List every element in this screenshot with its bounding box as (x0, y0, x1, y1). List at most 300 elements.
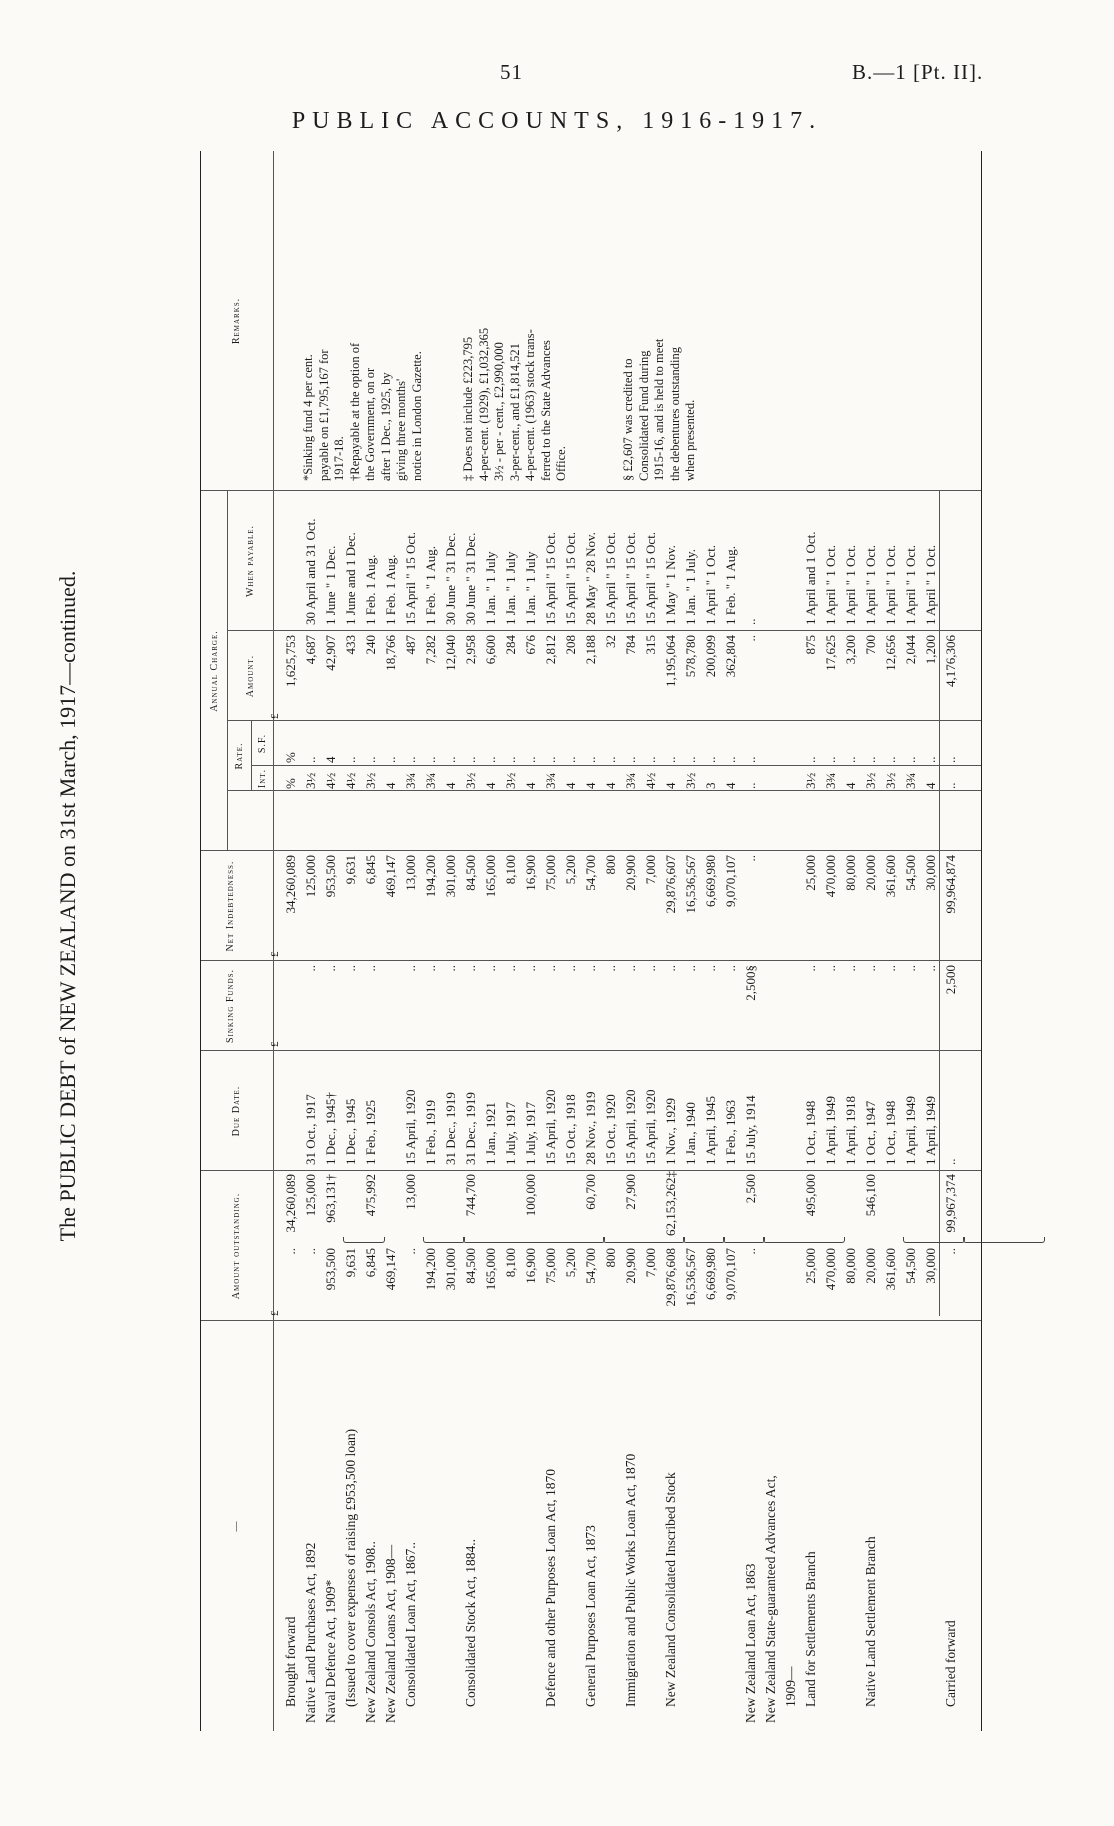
sinking-fund: .. (483, 965, 498, 972)
row-label: New Zealand Consolidated Inscribed Stock (663, 1472, 678, 1707)
net-indebtedness: 16,536,567 (683, 855, 698, 914)
rate-int: 4 (523, 782, 538, 789)
sinking-fund: .. (543, 965, 558, 972)
group-bracket (463, 1237, 605, 1243)
rate-sf: .. (503, 756, 518, 763)
rate-sf: .. (363, 756, 378, 763)
amount-group-total: 2,500 (743, 1174, 758, 1204)
remark-line: when presented. (683, 399, 697, 481)
row-label: Naval Defence Act, 1909* (323, 1579, 338, 1723)
header-rule (273, 151, 274, 1731)
header-due-date: Due Date. (231, 1085, 242, 1137)
due-date: .. (943, 1158, 958, 1165)
col-divider (201, 960, 981, 961)
page-number: 51 (500, 60, 523, 84)
rate-int: 4½ (343, 772, 358, 789)
annual-charge-amount: .. (743, 635, 758, 642)
net-indebtedness: 301,000 (443, 855, 458, 898)
pound-marker: £ (269, 713, 281, 719)
net-indebtedness: 54,700 (583, 855, 598, 891)
amount-line: 54,500 (903, 1248, 918, 1284)
remark-line: after 1 Dec., 1925, by (378, 372, 393, 481)
amount-line: .. (743, 1248, 758, 1255)
amount-group-total: 475,992 (363, 1174, 378, 1217)
row-label: Land for Settlements Branch (803, 1551, 818, 1707)
remark-line: 4-per-cent. (1963) stock trans- (523, 329, 537, 481)
annual-charge-amount: 42,907 (323, 635, 338, 671)
annual-charge-amount: 240 (363, 635, 378, 655)
rate-sf: .. (943, 756, 958, 763)
net-indebtedness: .. (743, 855, 758, 862)
sinking-fund: .. (343, 965, 358, 972)
when-payable: 15 April " 15 Oct. (603, 531, 618, 625)
rate-int: 3 (703, 782, 718, 789)
remark-line: § £2,607 was credited to (621, 358, 635, 481)
amount-group-total: 744,700 (463, 1174, 478, 1217)
when-payable: 28 May " 28 Nov. (583, 532, 598, 625)
sinking-fund: .. (643, 965, 658, 972)
sinking-fund: .. (323, 965, 338, 972)
when-payable: 1 Jan. " 1 July. (683, 549, 698, 625)
rate-int: 3½ (683, 772, 698, 789)
rate-sf: .. (563, 756, 578, 763)
rate-int: .. (943, 782, 958, 789)
due-date: 1 Oct., 1948 (883, 1100, 898, 1165)
when-payable: 1 Feb. " 1 Aug. (723, 546, 738, 625)
due-date: 1 April, 1949 (903, 1096, 918, 1165)
rate-sf: % (283, 752, 298, 763)
amount-line: 29,876,608 (663, 1248, 678, 1307)
sinking-fund: .. (503, 965, 518, 972)
annual-charge-amount: 875 (803, 635, 818, 655)
when-payable: 1 April " 1 Oct. (923, 544, 938, 625)
annual-charge-amount: 433 (343, 635, 358, 655)
annual-charge-amount: 4,176,306 (943, 635, 958, 687)
header-when-payable: When payable. (245, 524, 256, 598)
rate-sf: .. (723, 756, 738, 763)
sinking-fund: 2,500§ (743, 965, 758, 1001)
pound-marker: £ (269, 951, 281, 957)
rate-sf: .. (903, 756, 918, 763)
due-date: 1 July, 1917 (523, 1101, 538, 1165)
annual-charge-amount: 12,040 (443, 635, 458, 671)
rate-sf: .. (383, 756, 398, 763)
annual-charge-amount: 6,600 (483, 635, 498, 665)
net-indebtedness: 20,000 (863, 855, 878, 891)
amount-line: 8,100 (503, 1248, 518, 1278)
when-payable: .. (743, 618, 758, 625)
annual-charge-amount: 700 (863, 635, 878, 655)
annual-charge-amount: 208 (563, 635, 578, 655)
remark-line: 3½ - per - cent., £2,990,000 (492, 342, 506, 481)
net-indebtedness: 16,900 (523, 855, 538, 891)
annual-charge-amount: 1,625,753 (283, 635, 298, 687)
group-bracket (763, 1237, 845, 1243)
header-loan: — (231, 1520, 242, 1532)
rate-int: 4 (663, 782, 678, 789)
net-indebtedness: 54,500 (903, 855, 918, 891)
annual-charge-amount: 18,766 (383, 635, 398, 671)
group-bracket (603, 1237, 685, 1243)
remark-line: *Sinking fund 4 per cent. (301, 354, 315, 481)
row-label: General Purposes Loan Act, 1873 (583, 1525, 598, 1707)
rate-int: 3½ (303, 772, 318, 789)
rate-int: 4 (843, 782, 858, 789)
due-date: 15 April, 1920 (643, 1089, 658, 1165)
rate-int: 3½ (803, 772, 818, 789)
remark-line: Consolidated Fund during (636, 350, 651, 481)
amount-group-total: 27,900 (623, 1174, 638, 1210)
header-sinking-funds: Sinking Funds. (225, 968, 236, 1044)
rate-sf: .. (543, 756, 558, 763)
sinking-fund: .. (823, 965, 838, 972)
net-indebtedness: 29,876,607 (663, 855, 678, 914)
amount-line: 20,000 (863, 1248, 878, 1284)
amount-line: 16,536,567 (683, 1248, 698, 1307)
rate-sf: .. (703, 756, 718, 763)
rate-sf: .. (683, 756, 698, 763)
header-charge-amount: Amount. (245, 654, 256, 698)
amount-line: 7,000 (643, 1248, 658, 1278)
rate-sf: .. (483, 756, 498, 763)
net-indebtedness: 75,000 (543, 855, 558, 891)
rate-int: 3¾ (403, 772, 418, 789)
rate-sf: .. (823, 756, 838, 763)
sinking-fund: .. (863, 965, 878, 972)
rate-int: 4 (383, 782, 398, 789)
rate-int: 4 (443, 782, 458, 789)
due-date: 1 Dec., 1945† (323, 1092, 338, 1165)
net-indebtedness: 20,900 (623, 855, 638, 891)
net-indebtedness: 13,000 (403, 855, 418, 891)
header-rate-int: Int. (257, 768, 268, 789)
amount-group-total: 100,000 (523, 1174, 538, 1217)
net-indebtedness: 7,000 (643, 855, 658, 885)
amount-line: 953,500 (323, 1248, 338, 1291)
document-title: The PUBLIC DEBT of NEW ZEALAND on 31st March, 1917—continued. (55, 570, 80, 1242)
when-payable: 1 Feb. " 1 Aug. (423, 546, 438, 625)
rate-sf: .. (463, 756, 478, 763)
row-label: Immigration and Public Works Loan Act, 1870 (623, 1453, 638, 1707)
amount-line: 9,631 (343, 1248, 358, 1278)
header-rule (251, 721, 252, 791)
due-date: 1 Jan., 1921 (483, 1102, 498, 1165)
remark-line: notice in London Gazette. (409, 351, 424, 481)
col-divider (227, 720, 981, 721)
rate-sf: .. (423, 756, 438, 763)
sinking-fund: .. (663, 965, 678, 972)
annual-charge-amount: 315 (643, 635, 658, 655)
amount-group-total: 62,153,262‡ (663, 1171, 678, 1236)
remark-line: 1917-18. (332, 436, 346, 481)
col-divider (201, 490, 981, 491)
remark-line: giving three months' (394, 378, 408, 481)
header-annual-charge: Annual Charge. (209, 630, 220, 712)
sinking-fund: .. (363, 965, 378, 972)
row-label: Carried forward (943, 1620, 958, 1707)
net-indebtedness: 84,500 (463, 855, 478, 891)
col-divider (251, 765, 981, 766)
remark-inscribed-stock (461, 328, 570, 481)
amount-line: 469,147 (383, 1248, 398, 1291)
pound-marker: £ (269, 1310, 281, 1316)
net-indebtedness: 194,200 (423, 855, 438, 898)
row-label: 1909— (783, 1666, 798, 1707)
debt-table (200, 151, 982, 1731)
remark-line: the debentures outstanding (667, 347, 682, 481)
rate-sf: .. (343, 756, 358, 763)
when-payable: 1 April " 1 Oct. (843, 544, 858, 625)
annual-charge-amount: 362,804 (723, 635, 738, 678)
amount-line: 6,845 (363, 1248, 378, 1278)
rate-sf: .. (303, 756, 318, 763)
sinking-fund: 2,500 (943, 965, 958, 995)
header-rate-sf: S.F. (257, 733, 268, 754)
rate-int: 3¾ (543, 772, 558, 789)
row-label: Native Land Settlement Branch (863, 1536, 878, 1707)
annual-charge-amount: 2,958 (463, 635, 478, 665)
when-payable: 1 April " 1 Oct. (703, 544, 718, 625)
net-indebtedness: 470,000 (823, 855, 838, 898)
rate-sf: .. (583, 756, 598, 763)
annual-charge-amount: 2,044 (903, 635, 918, 665)
rate-int: 3¾ (903, 772, 918, 789)
amount-line: 30,000 (923, 1248, 938, 1284)
remark-loan-1863 (621, 339, 699, 481)
sinking-fund: .. (723, 965, 738, 972)
rate-sf: .. (663, 756, 678, 763)
amount-group-total: 963,131† (323, 1174, 338, 1223)
group-bracket (343, 1237, 385, 1243)
net-indebtedness: 361,600 (883, 855, 898, 898)
header-remarks: Remarks. (231, 297, 242, 345)
amount-line: 301,000 (443, 1248, 458, 1291)
due-date: 1 Feb., 1963 (723, 1100, 738, 1165)
amount-line: 6,669,980 (703, 1248, 718, 1300)
totals-rule (939, 491, 940, 1316)
header-amount-outstanding: Amount outstanding. (231, 1192, 242, 1300)
due-date: 1 April, 1949 (823, 1096, 838, 1165)
rate-int: 4 (483, 782, 498, 789)
amount-group-total: 546,100 (863, 1174, 878, 1217)
annual-charge-amount: 2,812 (543, 635, 558, 665)
rate-int: 3½ (863, 772, 878, 789)
sinking-fund: .. (883, 965, 898, 972)
due-date: 15 Oct., 1920 (603, 1094, 618, 1165)
net-indebtedness: 25,000 (803, 855, 818, 891)
annual-charge-amount: 284 (503, 635, 518, 655)
group-bracket (683, 1237, 725, 1243)
group-bracket (423, 1237, 465, 1243)
annual-charge-amount: 1,200 (923, 635, 938, 665)
due-date: 31 Dec., 1919 (463, 1092, 478, 1165)
rate-int: 4 (583, 782, 598, 789)
amount-line: 800 (603, 1248, 618, 1268)
remark-line: †Repayable at the option of (347, 342, 362, 481)
net-indebtedness: 9,631 (343, 855, 358, 885)
amount-line: 194,200 (423, 1248, 438, 1291)
due-date: 1 Feb., 1925 (363, 1100, 378, 1165)
net-indebtedness: 125,000 (303, 855, 318, 898)
net-indebtedness: 34,260,089 (283, 855, 298, 914)
when-payable: 1 Feb. 1 Aug. (363, 554, 378, 625)
amount-line: 5,200 (563, 1248, 578, 1278)
rate-sf: 4 (323, 756, 338, 763)
rate-int: 4½ (323, 772, 338, 789)
due-date: 1 April, 1949 (923, 1096, 938, 1165)
when-payable: 1 May " 1 Nov. (663, 545, 678, 625)
amount-line: 54,700 (583, 1248, 598, 1284)
col-divider (201, 850, 981, 851)
annual-charge-amount: 578,780 (683, 635, 698, 678)
amount-group-total: 13,000 (403, 1174, 418, 1210)
annual-charge-amount: 4,687 (303, 635, 318, 665)
amount-line: 16,900 (523, 1248, 538, 1284)
rate-int: 3½ (503, 772, 518, 789)
amount-group-total: 99,967,374 (943, 1174, 958, 1233)
sinking-fund: .. (803, 965, 818, 972)
sinking-fund: .. (623, 965, 638, 972)
amount-line: 9,070,107 (723, 1248, 738, 1300)
amount-line: 20,900 (623, 1248, 638, 1284)
rate-sf: .. (523, 756, 538, 763)
remark-naval-defence (301, 343, 425, 481)
amount-group-total: 60,700 (583, 1174, 598, 1210)
group-bracket (903, 1237, 965, 1243)
when-payable: 15 April " 15 Oct. (643, 531, 658, 625)
when-payable: 30 April and 31 Oct. (303, 518, 318, 625)
rate-sf: .. (643, 756, 658, 763)
rate-int: 4 (923, 782, 938, 789)
annual-charge-amount: 200,099 (703, 635, 718, 678)
row-label: Consolidated Stock Act, 1884.. (463, 1539, 478, 1707)
rate-int: 4 (563, 782, 578, 789)
net-indebtedness: 99,964,874 (943, 855, 958, 914)
rate-int: % (283, 778, 298, 789)
rate-int: 3½ (463, 772, 478, 789)
due-date: 15 April, 1920 (623, 1089, 638, 1165)
remark-line: ferred to the State Advances (538, 340, 553, 481)
col-divider (201, 1320, 981, 1321)
net-indebtedness: 9,070,107 (723, 855, 738, 907)
amount-line: 80,000 (843, 1248, 858, 1284)
when-payable: 15 April " 15 Oct. (543, 531, 558, 625)
sinking-fund: .. (563, 965, 578, 972)
due-date: 31 Oct., 1917 (303, 1094, 318, 1165)
amount-line: .. (403, 1248, 418, 1255)
amount-line: 75,000 (543, 1248, 558, 1284)
due-date: 15 Oct., 1918 (563, 1094, 578, 1165)
page-title: PUBLIC ACCOUNTS, 1916-1917. (291, 108, 823, 134)
due-date: 1 Jan., 1940 (683, 1102, 698, 1165)
page-reference: B.—1 [Pt. II]. (852, 60, 984, 84)
amount-group-total: 125,000 (303, 1174, 318, 1217)
net-indebtedness: 8,100 (503, 855, 518, 885)
net-indebtedness: 6,669,980 (703, 855, 718, 907)
row-label: New Zealand State-guaranteed Advances Act, (763, 1475, 778, 1723)
when-payable: 15 April " 15 Oct. (563, 531, 578, 625)
due-date: 1 April, 1918 (843, 1096, 858, 1165)
amount-line: .. (283, 1248, 298, 1255)
header-rate: Rate. (234, 742, 245, 770)
rate-int: 3¾ (423, 772, 438, 789)
amount-line: .. (943, 1248, 958, 1255)
sinking-fund: .. (443, 965, 458, 972)
net-indebtedness: 5,200 (563, 855, 578, 885)
rate-sf: .. (603, 756, 618, 763)
when-payable: 1 April " 1 Oct. (863, 544, 878, 625)
rate-sf: .. (863, 756, 878, 763)
rate-sf: .. (923, 756, 938, 763)
amount-line: 361,600 (883, 1248, 898, 1291)
row-label: New Zealand Loans Act, 1908— (383, 1544, 398, 1723)
when-payable: 30 June " 31 Dec. (463, 532, 478, 625)
rate-int: 3½ (363, 772, 378, 789)
annual-charge-amount: 487 (403, 635, 418, 655)
when-payable: 1 Jan. " 1 July (523, 551, 538, 625)
row-label: Brought forward (283, 1616, 298, 1707)
amount-line: .. (303, 1248, 318, 1255)
group-bracket (723, 1237, 765, 1243)
sinking-fund: .. (303, 965, 318, 972)
when-payable: 1 June " 1 Dec. (323, 545, 338, 625)
row-label: Consolidated Loan Act, 1867.. (403, 1542, 418, 1707)
sinking-fund: .. (843, 965, 858, 972)
net-indebtedness: 953,500 (323, 855, 338, 898)
annual-charge-amount: 784 (623, 635, 638, 655)
due-date: 1 Dec., 1945 (343, 1098, 358, 1165)
row-label: Defence and other Purposes Loan Act, 1870 (543, 1468, 558, 1707)
sinking-fund: .. (523, 965, 538, 972)
rate-int: .. (743, 782, 758, 789)
due-date: 15 April, 1920 (543, 1089, 558, 1165)
sinking-fund: .. (683, 965, 698, 972)
rate-int: 3¾ (823, 772, 838, 789)
when-payable: 1 April and 1 Oct. (803, 531, 818, 625)
amount-line: 165,000 (483, 1248, 498, 1291)
row-label: Native Land Purchases Act, 1892 (303, 1542, 318, 1723)
when-payable: 1 April " 1 Oct. (823, 544, 838, 625)
sinking-fund: .. (423, 965, 438, 972)
rate-int: 4 (723, 782, 738, 789)
annual-charge-amount: 12,656 (883, 635, 898, 671)
amount-line: 470,000 (823, 1248, 838, 1291)
due-date: 1 April, 1945 (703, 1096, 718, 1165)
when-payable: 1 Jan. " 1 July (483, 551, 498, 625)
remark-line: ‡ Does not include £223,795 (461, 336, 475, 481)
when-payable: 15 April " 15 Oct. (623, 531, 638, 625)
annual-charge-amount: 17,625 (823, 635, 838, 671)
due-date: 1 July, 1917 (503, 1101, 518, 1165)
row-label: New Zealand Consols Act, 1908.. (363, 1541, 378, 1723)
sinking-fund: .. (903, 965, 918, 972)
rate-int: 4 (603, 782, 618, 789)
due-date: 15 July, 1914 (743, 1095, 758, 1165)
sinking-fund: .. (583, 965, 598, 972)
annual-charge-amount: 2,188 (583, 635, 598, 665)
net-indebtedness: 800 (603, 855, 618, 875)
rate-sf: .. (843, 756, 858, 763)
due-date: 28 Nov., 1919 (583, 1091, 598, 1165)
when-payable: 1 April " 1 Oct. (883, 544, 898, 625)
remark-line: Office. (554, 446, 568, 481)
rate-sf: .. (623, 756, 638, 763)
sinking-fund: .. (463, 965, 478, 972)
group-bracket (963, 1237, 1045, 1243)
rate-int: 3½ (883, 772, 898, 789)
when-payable: 1 June and 1 Dec. (343, 532, 358, 625)
net-indebtedness: 30,000 (923, 855, 938, 891)
